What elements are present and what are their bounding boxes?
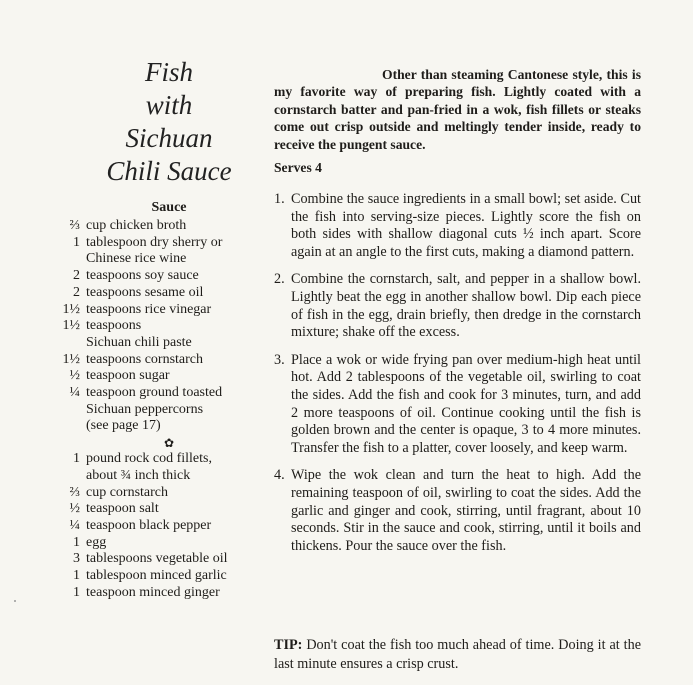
ingredient-list xyxy=(40,218,270,601)
ingredient-qty: ⅔ xyxy=(69,218,80,233)
step-number: 2. xyxy=(274,271,285,288)
instruction-step xyxy=(274,467,641,555)
ingredient-item xyxy=(40,285,270,302)
ingredient-qty: 1 xyxy=(73,568,80,584)
ingredient-text: teaspoons xyxy=(86,318,142,334)
ingredient-item xyxy=(40,485,270,502)
ingredient-text: teaspoon black pepper xyxy=(86,517,212,533)
ingredient-qty: 1 xyxy=(73,234,80,250)
ingredient-text: (see page 17) xyxy=(86,418,161,434)
ingredient-item xyxy=(40,302,270,319)
ingredient-text: teaspoons sesame oil xyxy=(86,284,204,300)
ingredient-item xyxy=(40,268,270,285)
title-line: with xyxy=(145,90,193,120)
ingredient-text: tablespoons vegetable oil xyxy=(86,551,228,567)
ingredient-item xyxy=(40,501,270,518)
ingredient-text: pound rock cod fillets, xyxy=(86,451,212,467)
ingredient-qty: 1 xyxy=(73,451,80,467)
ingredient-item xyxy=(40,368,270,385)
ingredient-text: egg xyxy=(86,534,107,550)
ingredient-qty: 2 xyxy=(73,268,80,284)
ingredient-text: cup cornstarch xyxy=(86,484,169,500)
ingredient-item xyxy=(40,235,270,268)
tip-text: Don't coat the fish too much ahead of time. Doing it at the last minute ensures a crisp crust. xyxy=(274,637,641,672)
ingredient-qty: ½ xyxy=(69,501,80,517)
instruction-step xyxy=(274,191,641,261)
step-number: 1. xyxy=(274,191,285,207)
ingredient-item xyxy=(40,218,270,235)
step-text: Wipe the wok clean and turn the heat to high. Add the remaining teaspoon of oil, swirling to coat the sides. Add the garlic and ginger and cook, stirring, until fragrant, about 10 seconds. Stir in the sauce and cook, stirring, until it boils and thickens. Pour the sauce over the fish. xyxy=(291,467,641,554)
flower-ornament-icon: ✿ xyxy=(163,436,175,451)
instruction-list xyxy=(274,191,641,565)
title-line: Fish xyxy=(144,57,193,87)
ingredient-text-cont: Sichuan peppercorns xyxy=(86,401,204,417)
ingredient-qty: 2 xyxy=(73,284,80,300)
step-text: Combine the cornstarch, salt, and pepper in a shallow bowl. Lightly beat the egg in another shallow bowl. Dip each piece of fish in the egg, drain briefly, then dredge in the cornstarch mixture; shake off the excess. xyxy=(291,271,641,341)
recipe-title xyxy=(84,56,254,188)
ingredient-qty xyxy=(40,418,86,435)
ingredient-item xyxy=(40,451,270,484)
ingredient-text: tablespoon dry sherry or xyxy=(86,234,223,250)
instruction-step xyxy=(274,352,641,458)
ingredient-item xyxy=(40,418,270,435)
ingredient-qty: ½ xyxy=(69,368,80,384)
ingredient-qty: ¼ xyxy=(69,385,80,401)
serves-label: Serves 4 xyxy=(274,160,322,175)
ingredient-item xyxy=(40,352,270,369)
ingredient-item xyxy=(40,318,270,351)
tip-label: TIP: xyxy=(274,637,303,653)
sauce-heading: Sauce xyxy=(151,200,187,215)
tip-note xyxy=(274,636,641,674)
ingredient-item xyxy=(40,585,270,602)
ingredient-text: teaspoon sugar xyxy=(86,368,170,384)
ingredient-text: teaspoon salt xyxy=(86,501,159,517)
ingredient-qty: 1 xyxy=(73,534,80,550)
ingredient-qty: 3 xyxy=(73,551,80,567)
ingredient-item xyxy=(40,385,270,418)
ingredient-item xyxy=(40,518,270,535)
paper-speck xyxy=(14,600,16,602)
ingredient-text: teaspoons soy sauce xyxy=(86,268,199,284)
step-text: Place a wok or wide frying pan over medium-high heat until hot. Add 2 tablespoons of the vegetable oil, swirling to coat the sides. Add the fish and cook for 3 minutes, turn, and add 2 more teaspoons of oil. Continue cooking until the fish is golden brown and the center is opaque, 3 to 4 more minutes. Transfer the fish to a platter, cover loosely, and keep warm. xyxy=(291,351,641,456)
ingredient-text: teaspoons cornstarch xyxy=(86,351,204,367)
ingredient-text: teaspoons rice vinegar xyxy=(86,301,212,317)
recipe-intro: Other than steaming Cantonese style, this is my favorite way of preparing fish. Lightly coated with a cornstarch batter and pan-fried in a wok, fish fillets or steaks come out crisp outside and meltingly tender inside, ready to receive the pungent sauce. xyxy=(274,67,641,152)
title-line: Chili Sauce xyxy=(106,156,232,186)
ingredient-qty: 1½ xyxy=(62,301,80,317)
ingredient-text: teaspoon minced ginger xyxy=(86,584,220,600)
ingredient-qty: ⅔ xyxy=(69,484,80,500)
step-number: 4. xyxy=(274,467,285,484)
ingredient-qty: ¼ xyxy=(69,517,80,533)
ingredient-text-cont: about ¾ inch thick xyxy=(86,467,191,483)
instruction-step xyxy=(274,271,641,341)
ingredient-item xyxy=(40,568,270,585)
ingredient-qty: 1½ xyxy=(62,351,80,367)
step-number: 3. xyxy=(274,351,285,368)
title-line: Sichuan xyxy=(125,123,213,153)
ingredient-item xyxy=(40,535,270,552)
ingredient-text-cont: Chinese rice wine xyxy=(86,251,187,267)
ingredient-text: tablespoon minced garlic xyxy=(86,568,227,584)
ingredient-text: teaspoon ground toasted xyxy=(86,385,223,401)
step-text: Combine the sauce ingredients in a small bowl; set aside. Cut the fish into serving-size pieces. Lightly score the fish on both sides with shallow diagonal cuts ½ inch apart. Score again at an angle to the first cuts, making a diamond pattern. xyxy=(291,191,641,260)
ingredient-qty: 1½ xyxy=(62,318,80,334)
ingredient-item xyxy=(40,551,270,568)
ingredient-text-cont: Sichuan chili paste xyxy=(86,334,192,350)
ingredient-text: cup chicken broth xyxy=(86,218,187,233)
ingredient-qty: 1 xyxy=(73,584,80,600)
